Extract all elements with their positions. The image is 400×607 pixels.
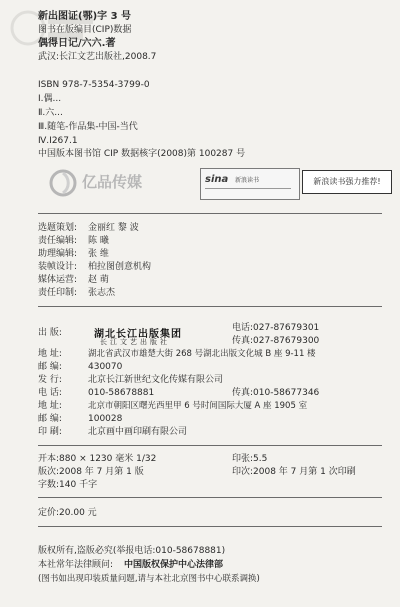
yipin-emblem-icon bbox=[48, 168, 78, 198]
yipin-logo-text: 亿品传媒 bbox=[82, 173, 143, 191]
cip-heading: 图书在版编目(CIP)数据 bbox=[38, 25, 132, 35]
sina-books-text: 新浪读书 bbox=[235, 177, 260, 184]
divider bbox=[38, 445, 382, 446]
copyright-notice: 版权所有,盗版必究(举报电话:010-58678881) bbox=[38, 546, 226, 556]
publisher-address: 湖北省武汉市雄楚大街 268 号湖北出版文化城 B 座 9-11 楼 bbox=[88, 349, 316, 359]
distributor-phone: 010-58678881 bbox=[88, 388, 155, 398]
sina-underline bbox=[205, 188, 291, 189]
distributor: 北京长江新世纪文化传媒有限公司 bbox=[88, 375, 224, 385]
publisher-fax: 传真:027-87679300 bbox=[232, 336, 320, 346]
cip-entry: Ⅳ.I267.1 bbox=[38, 136, 78, 146]
cip-data-note: 中国版本图书馆 CIP 数据核字(2008)第 100287 号 bbox=[38, 149, 246, 159]
cip-entry: Ⅱ.六... bbox=[38, 108, 63, 118]
publish-label: 出 版: bbox=[38, 328, 62, 338]
address-label: 地 址: bbox=[38, 401, 62, 411]
phone-label: 电 话: bbox=[38, 388, 62, 398]
divider bbox=[38, 497, 382, 498]
printer-label: 印 刷: bbox=[38, 427, 62, 437]
book-title-author: 偶得日记/六六.著 bbox=[38, 38, 116, 49]
divider bbox=[38, 306, 382, 307]
staff-value: 金丽红 黎 波 bbox=[88, 223, 139, 233]
staff-value: 陈 曦 bbox=[88, 236, 109, 246]
publisher-zip: 430070 bbox=[88, 362, 123, 372]
staff-value: 张 维 bbox=[88, 249, 109, 259]
impression: 印次:2008 年 7 月第 1 次印刷 bbox=[232, 467, 356, 477]
legal-counsel-label: 本社常年法律顾问: bbox=[38, 560, 114, 570]
word-count: 字数:140 千字 bbox=[38, 480, 98, 490]
staff-label: 装帧设计: bbox=[38, 262, 78, 272]
printer: 北京画中画印刷有限公司 bbox=[88, 427, 188, 437]
cip-entry: Ⅲ.随笔-作品集-中国-当代 bbox=[38, 122, 138, 132]
edition: 版次:2008 年 7 月第 1 版 bbox=[38, 467, 144, 477]
staff-label: 责任印制: bbox=[38, 288, 78, 298]
address-label: 地 址: bbox=[38, 349, 62, 359]
printed-sheets: 印张:5.5 bbox=[232, 454, 268, 464]
zip-label: 邮 编: bbox=[38, 414, 62, 424]
quality-notice: (图书如出现印装质量问题,请与本社北京图书中心联系调换) bbox=[38, 574, 260, 584]
staff-value: 赵 萌 bbox=[88, 275, 109, 285]
divider bbox=[38, 213, 382, 214]
divider bbox=[38, 526, 382, 527]
sina-wordmark: sina bbox=[205, 174, 229, 185]
staff-label: 选题策划: bbox=[38, 223, 78, 233]
staff-value: 张志杰 bbox=[88, 288, 116, 298]
zip-label: 邮 编: bbox=[38, 362, 62, 372]
publisher-group-logo: 湖北长江出版集团 bbox=[94, 329, 182, 340]
publishing-license: 新出图证(鄂)字 3 号 bbox=[38, 11, 132, 22]
distributor-zip: 100028 bbox=[88, 414, 123, 424]
recommend-badge: 新浪读书强力推荐! bbox=[302, 170, 392, 194]
yipin-media-logo bbox=[48, 168, 158, 198]
publisher-phone: 电话:027-87679301 bbox=[232, 323, 320, 333]
distributor-fax: 传真:010-58677346 bbox=[232, 388, 320, 398]
staff-label: 助理编辑: bbox=[38, 249, 78, 259]
publisher-logo-subtext: 长江文艺出版社 bbox=[100, 338, 170, 346]
staff-label: 媒体运营: bbox=[38, 275, 78, 285]
staff-value: 柏拉图创意机构 bbox=[88, 262, 152, 272]
legal-counsel: 中国版权保护中心法律部 bbox=[124, 560, 224, 570]
price: 定价:20.00 元 bbox=[38, 508, 97, 518]
distributor-label: 发 行: bbox=[38, 375, 62, 385]
sina-books-logo bbox=[200, 168, 300, 200]
publisher-line: 武汉:长江文艺出版社,2008.7 bbox=[38, 52, 157, 62]
distributor-address: 北京市朝阳区曙光西里甲 6 号时间国际大厦 A 座 1905 室 bbox=[88, 401, 308, 411]
staff-label: 责任编辑: bbox=[38, 236, 78, 246]
isbn: ISBN 978-7-5354-3799-0 bbox=[38, 80, 150, 90]
cip-entry: Ⅰ.偶... bbox=[38, 94, 62, 104]
book-format: 开本:880 × 1230 毫米 1/32 bbox=[38, 454, 157, 464]
